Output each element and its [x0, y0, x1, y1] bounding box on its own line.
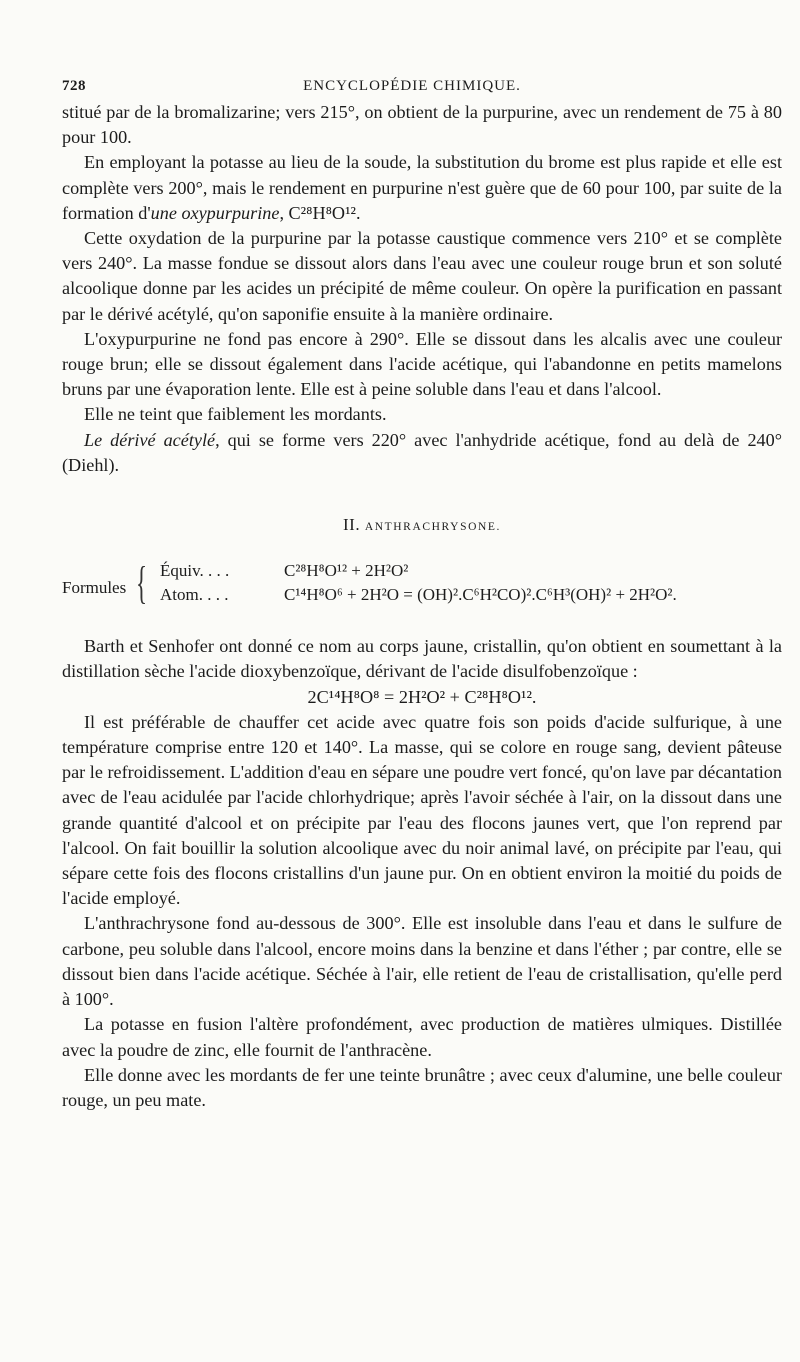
- running-header: [62, 78, 762, 102]
- reaction-equation: 2C¹⁴H⁸O⁸ = 2H²O² + C²⁸H⁸O¹².: [307, 686, 537, 707]
- formula-block: [62, 558, 782, 622]
- formulas-label: Formules: [62, 578, 127, 598]
- atom-label: Atom. . . .: [160, 585, 229, 605]
- formula-equiv-row: [160, 558, 408, 583]
- paragraph-10: La potasse en fusion l'altère profondément, avec production de matières ulmiques. Distillée avec la poudre de zinc, elle fournit de l'anthracène.: [62, 1014, 782, 1060]
- formula-brace: {: [136, 557, 148, 609]
- paragraph-8: Il est préférable de chauffer cet acide avec quatre fois son poids d'acide sulfurique, à une température comprise entre 120 et 140°. La masse, qui se colore en rouge sang, devient pâteuse par le refroidissement. L'addition d'eau en sépare une poudre vert foncé, qu'on lave par décantation avec de l'eau acidulée par l'acide chlorhydrique; après l'avoir séchée à l'air, on la dissout dans une grande quantité d'alcool et on précipite par l'eau des flocons jaunes vert, que l'on reprend par l'alcool. On fait bouillir la solution alcoolique avec du noir animal lavé, on précipite par l'eau, qui sépare cette fois des flocons cristallins d'un jaune pur. On en obtient environ la moitié du poids de l'acide employé.: [62, 711, 782, 909]
- equiv-formula: C²⁸H⁸O¹² + 2H²O²: [284, 561, 409, 581]
- atom-formula: C¹⁴H⁸O⁶ + 2H²O = (OH)².C⁶H²CO)².C⁶H³(OH)² + 2H²O².: [284, 585, 677, 605]
- page-body: [62, 100, 782, 1113]
- paragraph-2: [62, 150, 782, 226]
- paragraph-11: Elle donne avec les mordants de fer une teinte brunâtre ; avec ceux d'alumine, une belle couleur rouge, un peu mate.: [62, 1064, 782, 1110]
- paragraph-2-start: En employant la potasse au lieu de la soude, la substitution du brome est plus rapide et elle est complète vers 200°, mais le rendement en purpurine n'est guère que de 60 pour 100, par suite de la formation d': [62, 152, 782, 223]
- acetyl-derivative-term: Le dérivé acétylé: [84, 429, 216, 450]
- paragraph-6: [62, 428, 782, 478]
- paragraph-3: Cette oxydation de la purpurine par la potasse caustique commence vers 210° et se complète vers 240°. La masse fondue se dissout alors dans l'eau avec une couleur rouge brun et son soluté alcoolique donne par les acides un précipité de même couleur. On opère la purification en passant par le dérivé acétylé, qu'on saponifie ensuite à la manière ordinaire.: [62, 228, 782, 324]
- formula-atom-row: [160, 582, 677, 607]
- equiv-label: Équiv. . . .: [160, 561, 230, 581]
- running-title: ENCYCLOPÉDIE CHIMIQUE.: [303, 78, 521, 94]
- paragraph-5: Elle ne teint que faiblement les mordants.: [84, 404, 387, 425]
- page-number: 728: [62, 78, 86, 94]
- paragraph-6-rest: , qui se forme vers 220° avec l'anhydride acétique, fond au delà de 240° (Diehl).: [62, 429, 782, 475]
- section-title: ANTHRACHRYSONE.: [364, 521, 501, 534]
- section-numeral: II.: [343, 515, 361, 535]
- paragraph-9: L'anthrachrysone fond au-dessous de 300°. Elle est insoluble dans l'eau et dans le sulfure de carbone, peu soluble dans l'alcool, encore moins dans la benzine et dans l'éther ; par contre, elle se dissout bien dans l'acide acétique. Séchée à l'air, elle retient de l'eau de cristallisation, qu'elle perd à 100°.: [62, 913, 782, 1010]
- paragraph-2-end: , C²⁸H⁸O¹².: [279, 202, 361, 223]
- paragraph-7: Barth et Senhofer ont donné ce nom au corps jaune, cristallin, qu'on obtient en soumettant à la distillation sèche l'acide dioxybenzoïque, dérivant de l'acide disulfobenzoïque :: [62, 636, 782, 682]
- oxypurpurine-term: une oxypurpurine: [150, 202, 280, 223]
- section-heading: [62, 512, 782, 540]
- paragraph-4: L'oxypurpurine ne fond pas encore à 290°. Elle se dissout dans les alcalis avec une couleur rouge brun; elle se dissout également dans l'acide acétique, qui l'abandonne en petits mamelons bruns par une évaporation lente. Elle est à peine soluble dans l'eau et dans l'alcool.: [62, 328, 782, 400]
- paragraph-1: stitué par de la bromalizarine; vers 215°, on obtient de la purpurine, avec un rendement de 75 à 80 pour 100.: [62, 102, 782, 148]
